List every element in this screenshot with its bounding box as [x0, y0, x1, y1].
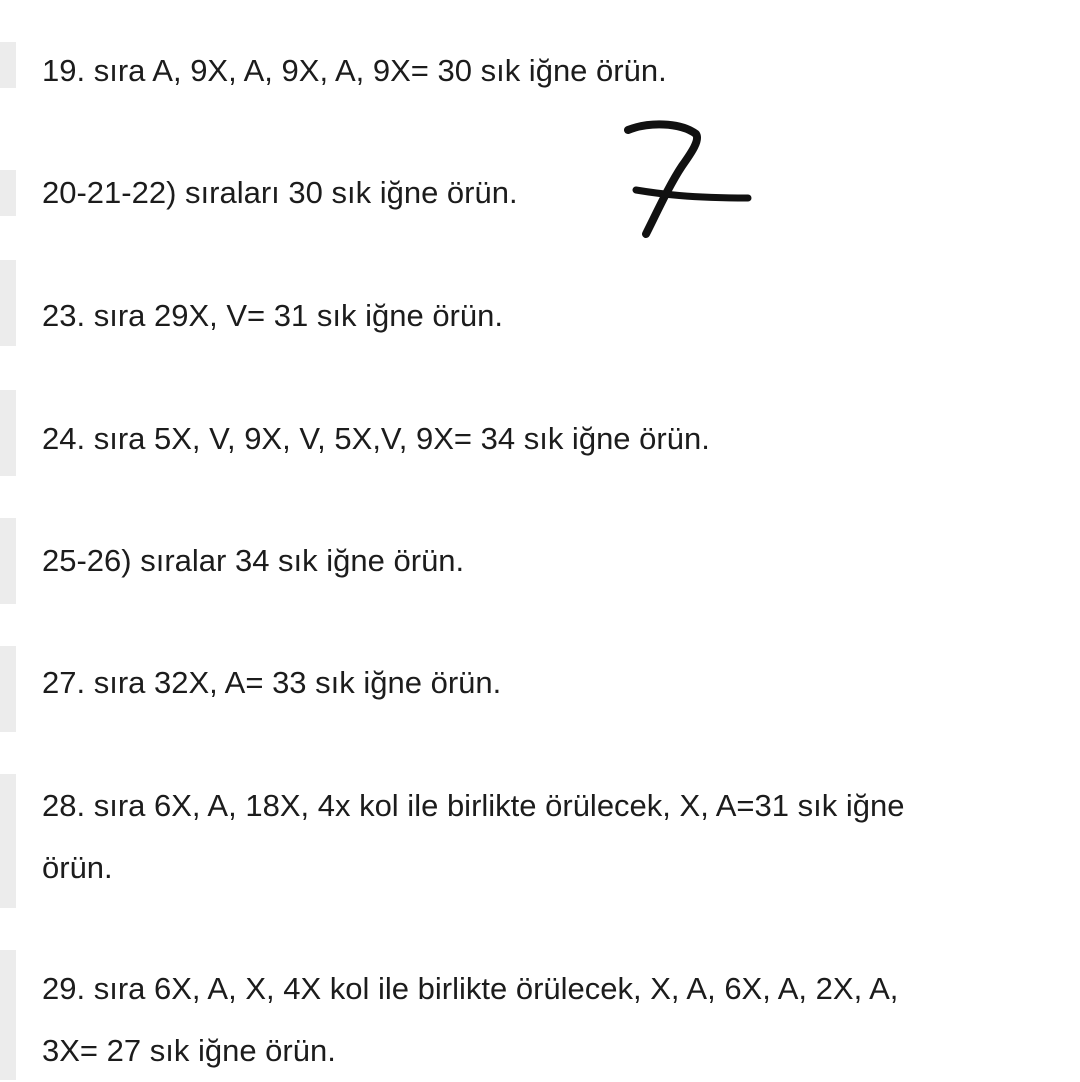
row-text: 23. sıra 29X, V= 31 sık iğne örün. [42, 298, 503, 333]
row-text: 25-26) sıralar 34 sık iğne örün. [42, 543, 465, 578]
row-text-line1: 28. sıra 6X, A, 18X, 4x kol ile birlikte örülecek, X, A=31 sık iğne [42, 788, 905, 823]
edge-mark [0, 42, 16, 88]
edge-mark [0, 260, 16, 346]
edge-mark [0, 170, 16, 216]
pattern-row-19 [42, 40, 1040, 102]
pattern-row-28 [42, 775, 1040, 899]
row-text: 27. sıra 32X, A= 33 sık iğne örün. [42, 665, 502, 700]
pattern-row-27 [42, 652, 1040, 714]
pattern-row-24 [42, 408, 1040, 470]
row-text: 19. sıra A, 9X, A, 9X, A, 9X= 30 sık iğne örün. [42, 53, 667, 88]
edge-mark [0, 774, 16, 908]
handwritten-seven-icon [620, 118, 760, 243]
pattern-row-20-22 [42, 162, 1040, 224]
edge-mark [0, 950, 16, 1080]
edge-mark [0, 518, 16, 604]
row-text-line2: örün. [42, 850, 113, 885]
edge-mark [0, 646, 16, 732]
annotation-label: 7 [620, 118, 621, 119]
row-text-line2: 3X= 27 sık iğne örün. [42, 1033, 336, 1068]
pattern-row-29 [42, 958, 1040, 1082]
edge-mark [0, 390, 16, 476]
row-text: 20-21-22) sıraları 30 sık iğne örün. [42, 175, 518, 210]
row-text-line1: 29. sıra 6X, A, X, 4X kol ile birlikte örülecek, X, A, 6X, A, 2X, A, [42, 971, 899, 1006]
row-text: 24. sıra 5X, V, 9X, V, 5X,V, 9X= 34 sık iğne örün. [42, 421, 710, 456]
pattern-row-25-26 [42, 530, 1040, 592]
pattern-row-23 [42, 285, 1040, 347]
